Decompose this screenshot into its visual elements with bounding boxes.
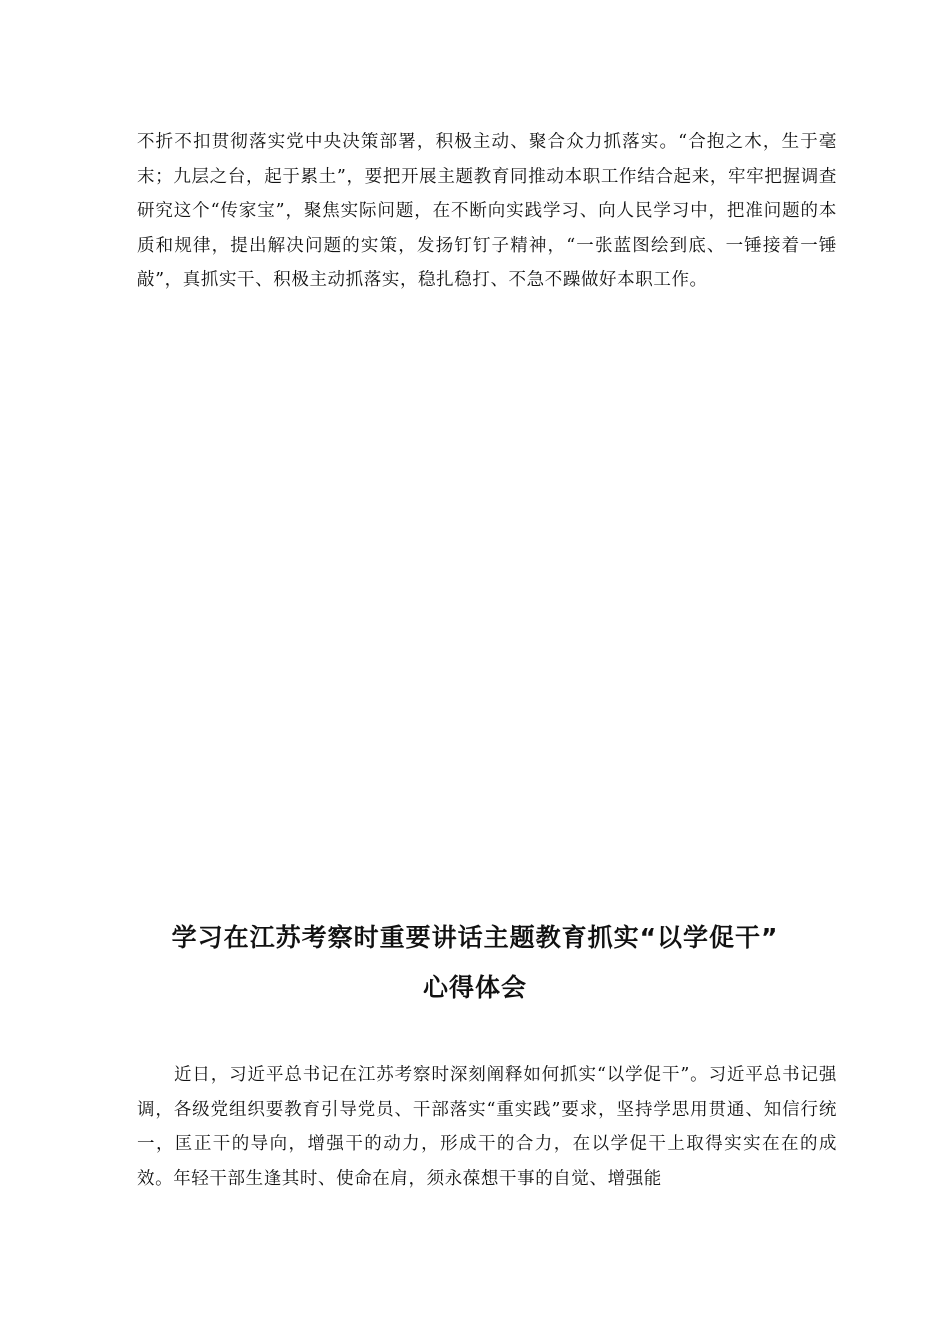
- continued-paragraph: 不折不扣贯彻落实党中央决策部署，积极主动、聚合众力抓落实。“合抱之木，生于毫末；九层之台，起于累土”，要把开展主题教育同推动本职工作结合起来，牢牢把握调查研究这个“传家宝”，聚焦实际问题，在不断向实践学习、向人民学习中，把准问题的本质和规律，提出解决问题的实策，发扬钉钉子精神，“一张蓝图绘到底、一锤接着一锤敲”，真抓实干、积极主动抓落实，稳扎稳打、不急不躁做好本职工作。: [137, 132, 837, 290]
- article-title-line-1: 学习在江苏考察时重要讲话主题教育抓实“以学促干”: [171, 923, 779, 952]
- article-title-line-2: 心得体会: [422, 973, 527, 1002]
- intro-paragraph: 近日，习近平总书记在江苏考察时深刻阐释如何抓实“以学促干”。习近平总书记强调，各级党组织要教育引导党员、干部落实“重实践”要求，坚持学思用贯通、知信行统一，匡正干的导向，增强干的动力，形成干的合力，在以学促干上取得实实在在的成效。年轻干部生逢其时、使命在肩，须永葆想干事的自觉、增强能: [137, 1065, 837, 1189]
- article-title: [100, 913, 850, 1013]
- continued-paragraph-block: [137, 125, 837, 298]
- intro-paragraph-block: [137, 1058, 837, 1196]
